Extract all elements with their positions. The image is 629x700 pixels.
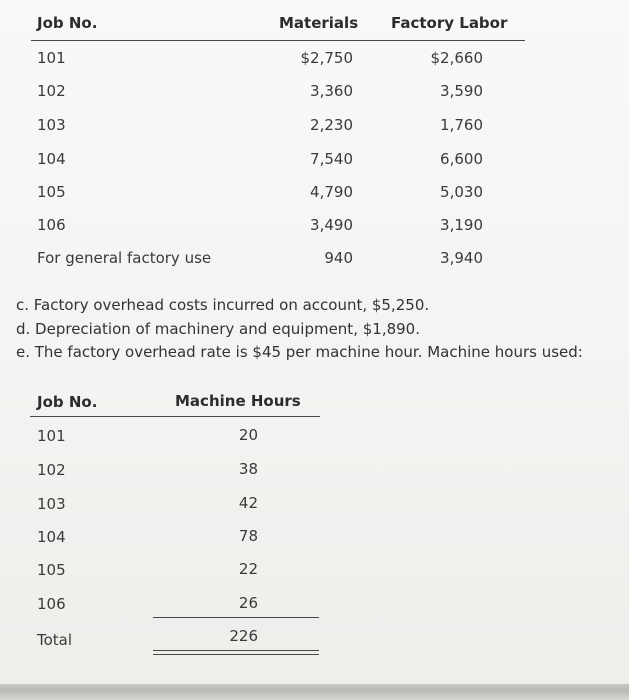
job-no-cell: 103 (37, 495, 66, 513)
materials-cell: 4,790 (310, 183, 353, 201)
col-header-materials: Materials (279, 14, 359, 32)
job-no-cell: 106 (37, 216, 66, 234)
job-no-cell: 102 (37, 461, 66, 479)
factory-labor-cell: 3,940 (440, 249, 483, 267)
job-no-cell: 103 (37, 116, 66, 134)
factory-labor-cell: 1,760 (440, 116, 483, 134)
materials-cell: 3,360 (310, 82, 353, 100)
job-no-cell: 104 (37, 150, 66, 168)
factory-labor-cell: 3,590 (440, 82, 483, 100)
factory-labor-cell: $2,660 (430, 49, 483, 67)
job-no-cell: 104 (37, 528, 66, 546)
factory-labor-cell: 3,190 (440, 216, 483, 234)
header-rule-2 (30, 416, 320, 417)
total-value: 226 (229, 627, 258, 645)
materials-cell: $2,750 (300, 49, 353, 67)
note-d: d. Depreciation of machinery and equipment, $1,890. (16, 320, 420, 338)
job-no-cell: 101 (37, 49, 66, 67)
job-no-cell: 105 (37, 183, 66, 201)
col-header-job-no-2: Job No. (37, 393, 98, 411)
job-no-cell: 106 (37, 595, 66, 613)
machine-hours-cell: 22 (238, 560, 258, 578)
materials-cell: 940 (324, 249, 353, 267)
factory-labor-cell: 5,030 (440, 183, 483, 201)
materials-cell: 2,230 (310, 116, 353, 134)
subtotal-rule (153, 617, 319, 618)
machine-hours-cell: 20 (238, 426, 258, 444)
col-header-job-no: Job No. (37, 14, 98, 32)
machine-hours-cell: 38 (238, 460, 258, 478)
materials-cell: 7,540 (310, 150, 353, 168)
page-bottom-edge (0, 684, 629, 700)
total-label: Total (37, 631, 73, 649)
job-no-cell: For general factory use (37, 249, 212, 267)
total-double-rule (153, 650, 319, 655)
col-header-machine-hours: Machine Hours (175, 392, 301, 410)
job-no-cell: 101 (37, 427, 66, 445)
materials-cell: 3,490 (310, 216, 353, 234)
job-no-cell: 102 (37, 82, 66, 100)
factory-labor-cell: 6,600 (440, 150, 483, 168)
machine-hours-cell: 78 (238, 527, 258, 545)
machine-hours-cell: 42 (238, 494, 258, 512)
header-rule (31, 40, 525, 41)
job-no-cell: 105 (37, 561, 66, 579)
col-header-factory-labor: Factory Labor (391, 14, 508, 32)
machine-hours-cell: 26 (238, 594, 258, 612)
note-e: e. The factory overhead rate is $45 per machine hour. Machine hours used: (16, 343, 583, 361)
note-c: c. Factory overhead costs incurred on account, $5,250. (16, 296, 430, 314)
